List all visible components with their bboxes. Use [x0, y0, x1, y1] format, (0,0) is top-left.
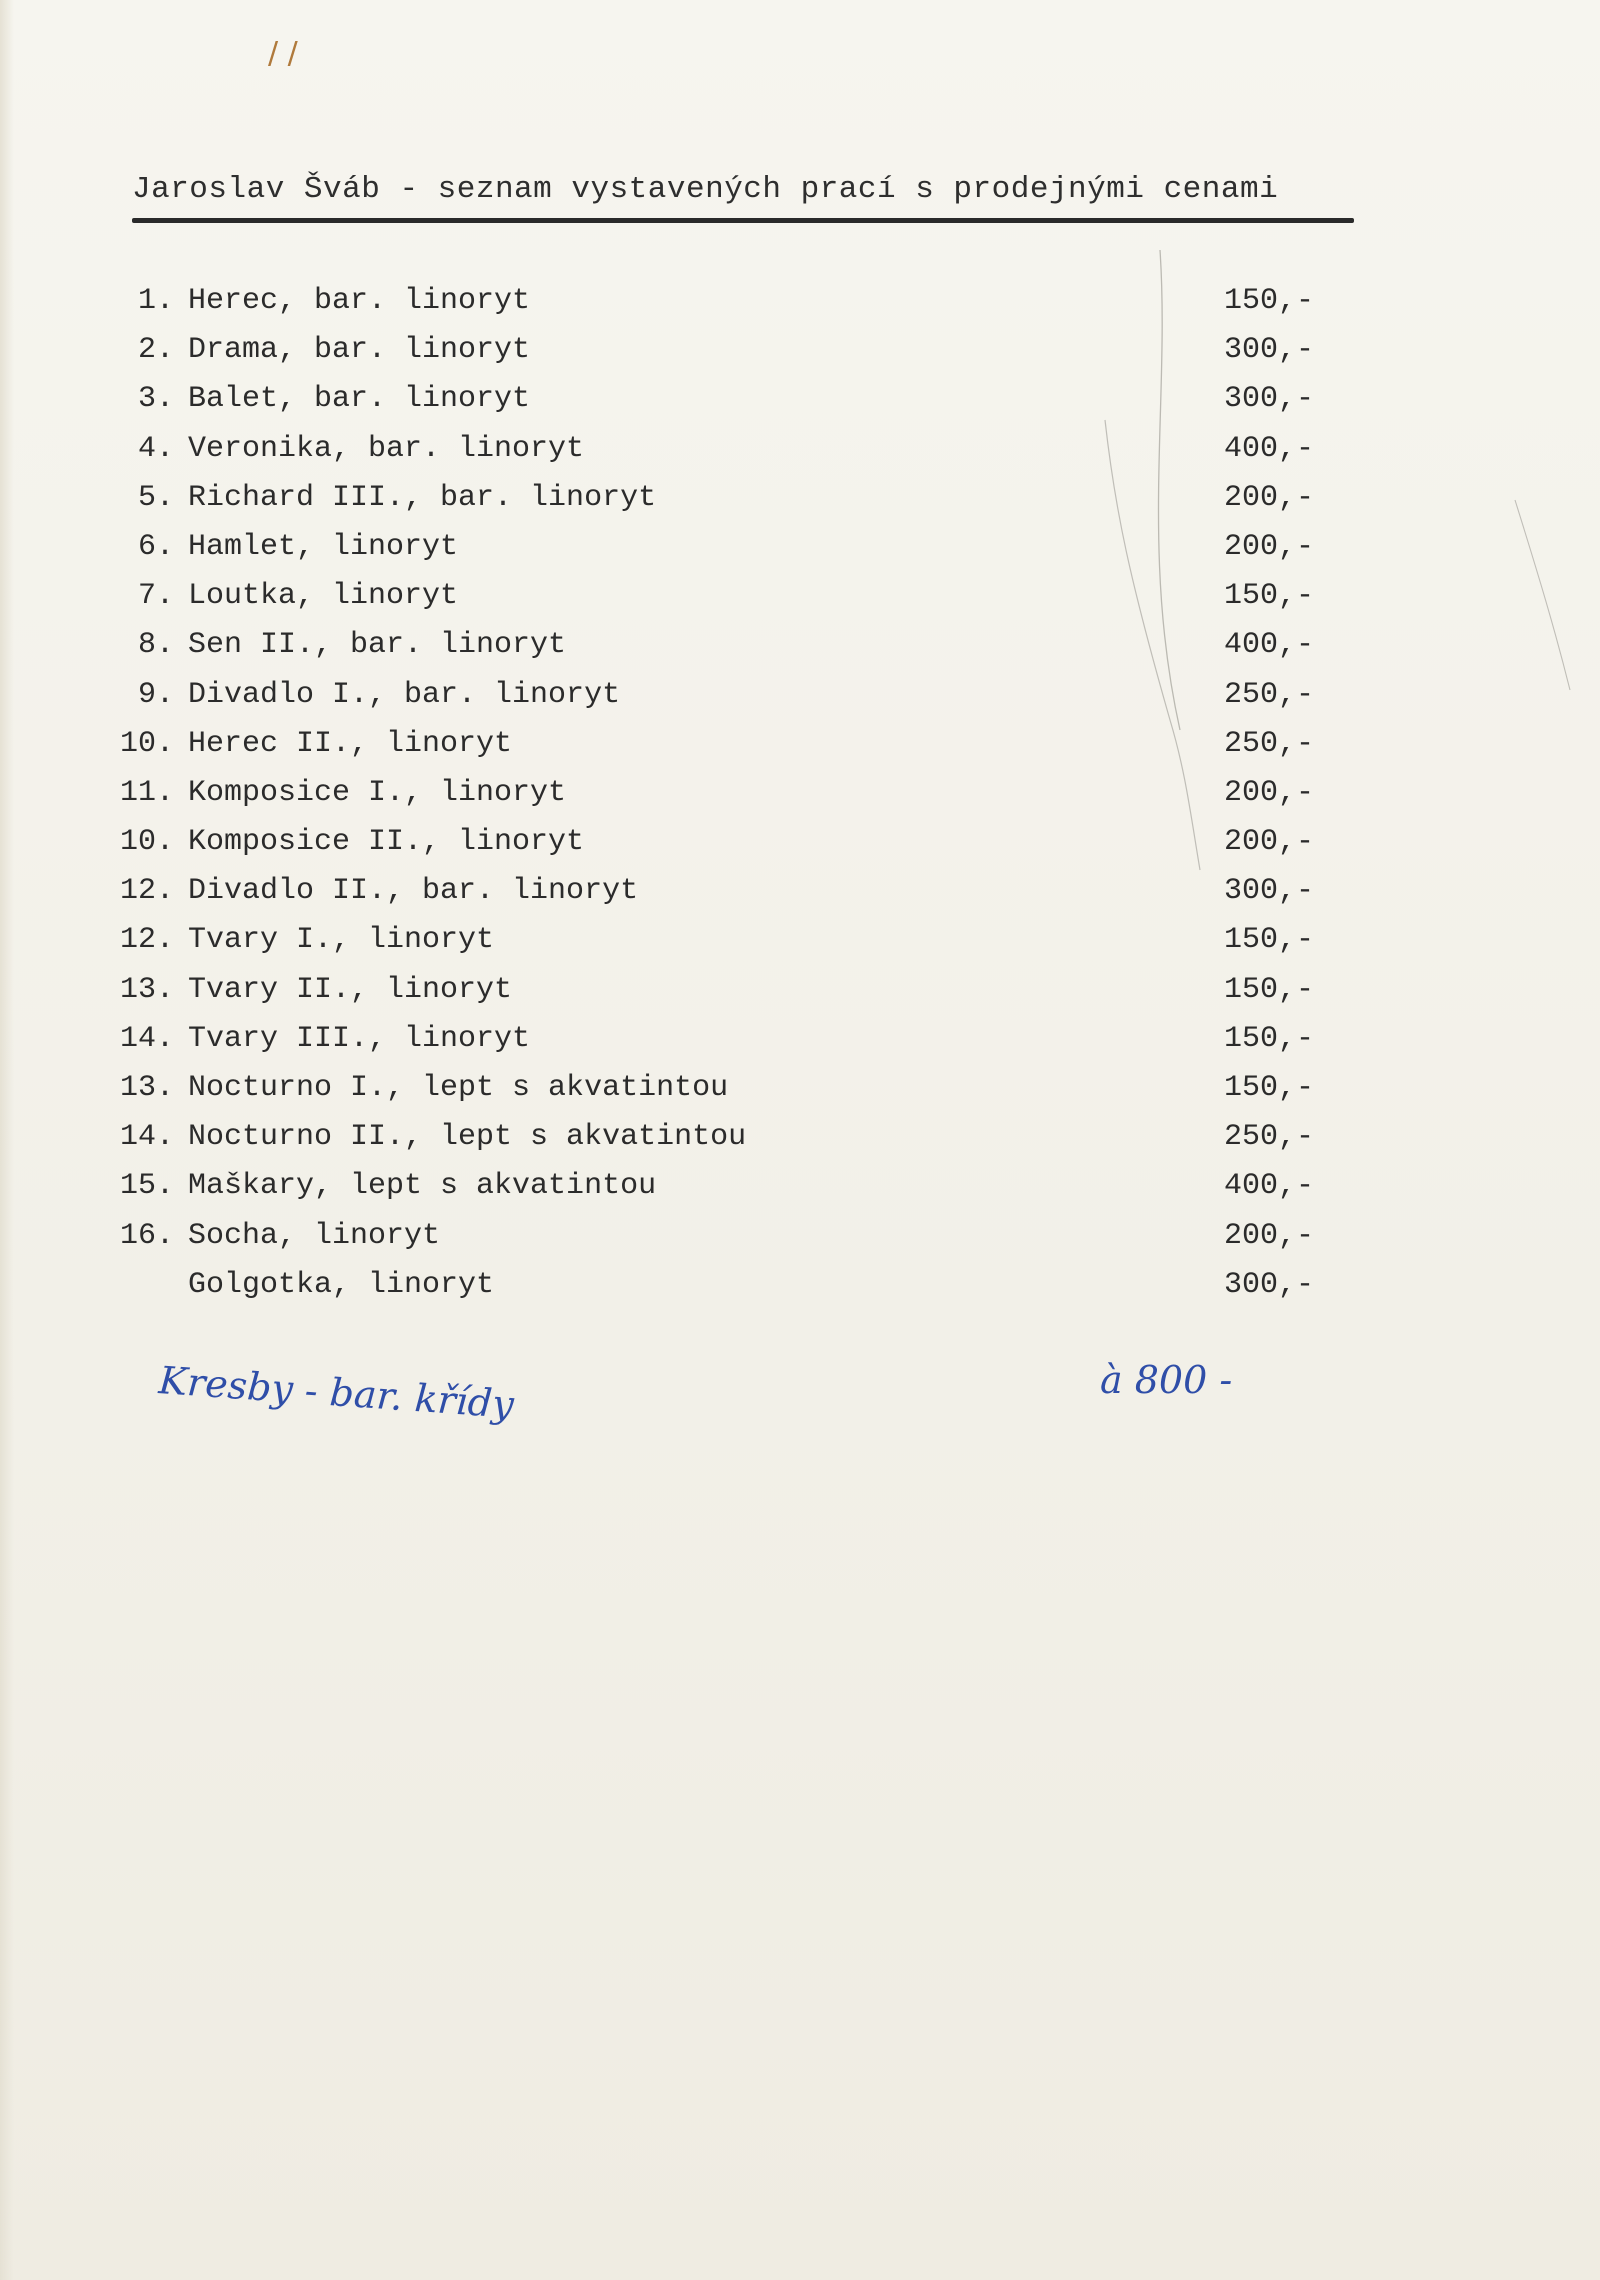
- item-number: 14.: [119, 1120, 174, 1155]
- item-title: Hamlet, linoryt: [188, 529, 459, 564]
- item-price: 200,-: [1224, 825, 1315, 860]
- item-title: Tvary II., linoryt: [188, 972, 513, 1007]
- item-price: 150,-: [1224, 1021, 1315, 1056]
- list-item: [0, 973, 1600, 1022]
- list-item: [0, 923, 1600, 972]
- item-title: Nocturno I., lept s akvatintou: [188, 1071, 729, 1105]
- handwritten-note: Kresby - bar. křídy: [157, 1358, 516, 1427]
- list-item: [0, 1268, 1600, 1317]
- item-price: 300,-: [1224, 333, 1315, 368]
- item-title: Drama, bar. linoryt: [188, 333, 531, 368]
- item-price: 150,-: [1224, 923, 1315, 958]
- item-title: Veronika, bar. linoryt: [188, 431, 585, 466]
- list-item: [0, 825, 1600, 874]
- list-item: [0, 1071, 1600, 1120]
- item-price: 200,-: [1224, 775, 1315, 810]
- item-number: 4.: [137, 431, 174, 466]
- item-price: 300,-: [1224, 1267, 1315, 1302]
- item-title: Richard III., bar. linoryt: [188, 480, 657, 515]
- item-title: Herec, bar. linoryt: [188, 284, 531, 318]
- handwritten-price: à 800 -: [1100, 1358, 1233, 1402]
- item-number: 11.: [119, 775, 174, 810]
- item-title: Balet, bar. linoryt: [188, 382, 531, 417]
- item-title: Tvary III., linoryt: [188, 1021, 531, 1056]
- item-title: Divadlo II., bar. linoryt: [188, 874, 639, 909]
- list-item: [0, 382, 1600, 431]
- item-number: 9.: [137, 677, 174, 712]
- item-number: 2.: [137, 333, 174, 368]
- item-number: 16.: [119, 1218, 174, 1253]
- item-number: 10.: [119, 726, 174, 761]
- item-price: 300,-: [1224, 874, 1315, 909]
- item-title: Tvary I., linoryt: [188, 923, 495, 958]
- item-price: 150,-: [1224, 972, 1315, 1007]
- item-number: 8.: [137, 628, 174, 663]
- item-price: 200,-: [1224, 1218, 1315, 1253]
- list-item: [0, 432, 1600, 481]
- list-item: [0, 1219, 1600, 1268]
- list-item: [0, 678, 1600, 727]
- item-number: 3.: [137, 382, 174, 417]
- list-item: [0, 579, 1600, 628]
- item-price: 200,-: [1224, 529, 1315, 564]
- list-item: [0, 776, 1600, 825]
- item-title: Golgotka, linoryt: [188, 1267, 495, 1302]
- item-title: Divadlo I., bar. linoryt: [188, 677, 621, 712]
- item-number: 1.: [137, 284, 174, 318]
- item-number: 12.: [119, 923, 174, 958]
- item-price: 400,-: [1224, 628, 1315, 663]
- item-number: 7.: [137, 579, 174, 614]
- item-number: 14.: [119, 1021, 174, 1056]
- item-price: 250,-: [1224, 1120, 1315, 1155]
- list-item: [0, 1169, 1600, 1218]
- item-number: 5.: [137, 480, 174, 515]
- list-item: [0, 1120, 1600, 1169]
- item-title: Komposice I., linoryt: [188, 775, 567, 810]
- item-price: 250,-: [1224, 677, 1315, 712]
- item-price: 150,-: [1224, 579, 1315, 614]
- item-title: Loutka, linoryt: [188, 579, 459, 614]
- item-title: Socha, linoryt: [188, 1218, 441, 1253]
- price-list: [0, 284, 1600, 1317]
- list-item: [0, 481, 1600, 530]
- item-title: Sen II., bar. linoryt: [188, 628, 567, 663]
- list-item: [0, 333, 1600, 382]
- document-title: Jaroslav Šváb - seznam vystavených prací s prodejnými cenami: [132, 172, 1279, 207]
- item-title: Maškary, lept s akvatintou: [188, 1169, 657, 1204]
- item-price: 200,-: [1224, 480, 1315, 515]
- item-title: Herec II., linoryt: [188, 726, 513, 761]
- list-item: [0, 530, 1600, 579]
- item-title: Nocturno II., lept s akvatintou: [188, 1120, 747, 1155]
- item-number: 13.: [119, 1071, 174, 1105]
- list-item: [0, 1022, 1600, 1071]
- list-item: [0, 874, 1600, 923]
- title-underline: [132, 218, 1354, 223]
- item-number: 13.: [119, 972, 174, 1007]
- item-number: 12.: [119, 874, 174, 909]
- item-price: 250,-: [1224, 726, 1315, 761]
- item-price: 150,-: [1224, 1071, 1315, 1105]
- item-number: 15.: [119, 1169, 174, 1204]
- item-price: 300,-: [1224, 382, 1315, 417]
- item-price: 150,-: [1224, 284, 1315, 318]
- item-price: 400,-: [1224, 431, 1315, 466]
- list-item: [0, 284, 1600, 333]
- corner-pencil-mark: / /: [268, 36, 298, 71]
- list-item: [0, 628, 1600, 677]
- item-title: Komposice II., linoryt: [188, 825, 585, 860]
- list-item: [0, 727, 1600, 776]
- item-price: 400,-: [1224, 1169, 1315, 1204]
- item-number: 6.: [137, 529, 174, 564]
- item-number: 10.: [119, 825, 174, 860]
